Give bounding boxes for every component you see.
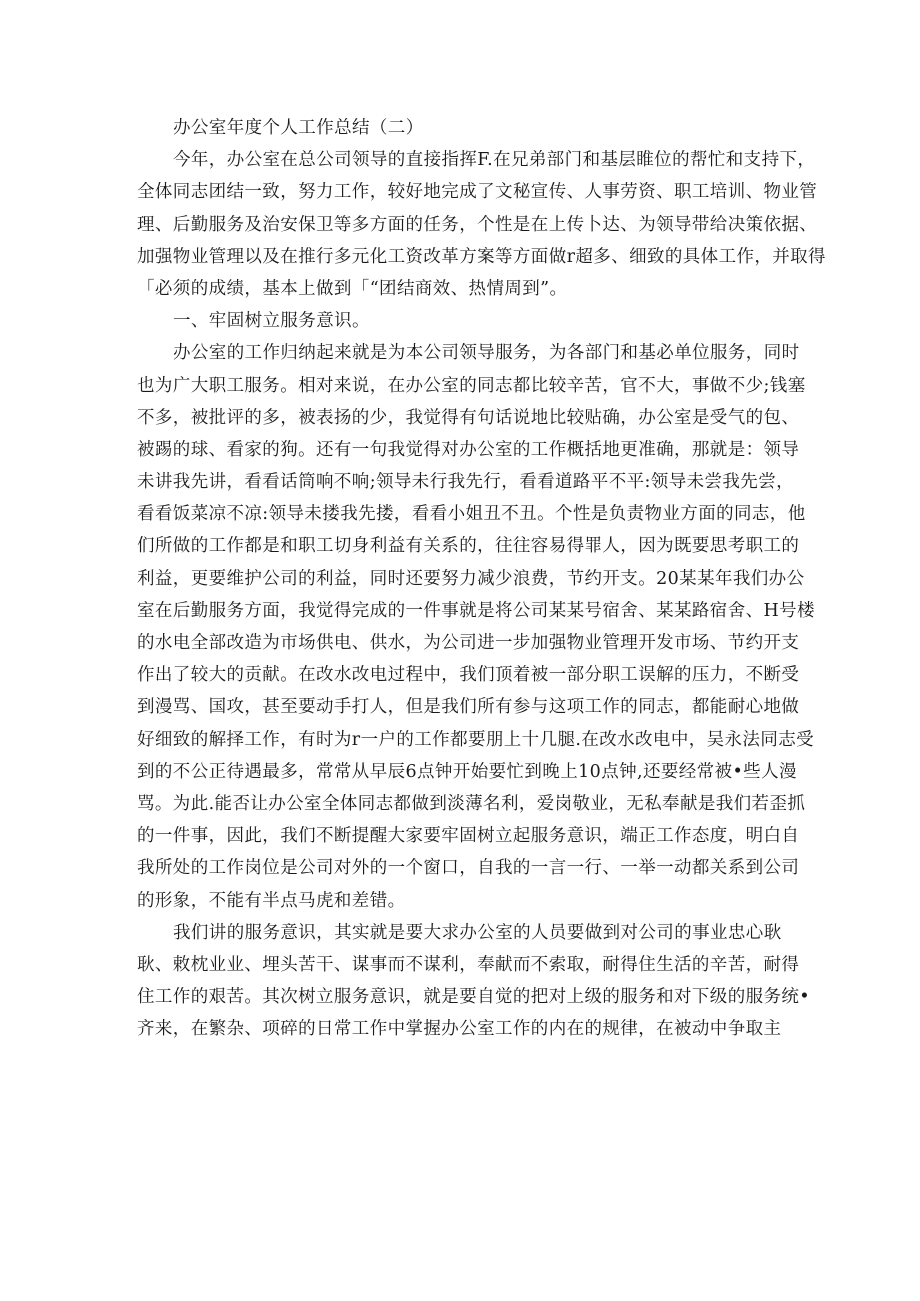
paragraph-line: 全体同志团结一致，努力工作，较好地完成了文秘宣传、人事劳资、职工培训、物业管 xyxy=(137,182,818,203)
paragraph-line: 「必须的成绩，基本上做到「“团结商效、热情周到”。 xyxy=(137,278,568,299)
paragraph xyxy=(137,305,782,337)
paragraph-line: 的一件事，因此，我们不断提醒大家要牢固树立起服务意识，端正工作态度，明白自 xyxy=(137,826,800,847)
paragraph-line: 到漫骂、国攻，甚至要动手打人，但是我们所有参与这项工作的同志，都能耐心地做 xyxy=(137,697,800,718)
paragraph xyxy=(137,337,815,916)
paragraph-line: 看看饭菜凉不凉:领导未搂我先搂，看看小姐丑不丑。个性是负责物业方面的同志，他 xyxy=(137,504,806,525)
paragraph-line: 好细致的解择工作，有时为r一户的工作都要朋上十几腿.在改水改电中，吴永法同志受 xyxy=(137,729,815,750)
paragraph-line: 室在后勤服务方面，我觉得完成的一件事就是将公司某某号宿舍、某某路宿舍、H号楼 xyxy=(137,600,815,621)
paragraph-line: 未讲我先讲，看看话筒响不响;领导未行我先行，看看道路平不平:领导未尝我先尝， xyxy=(137,472,794,493)
paragraph-line: 们所做的工作都是和职工切身利益有关系的，往往容易得罪人，因为既要思考职工的 xyxy=(137,536,800,557)
paragraph-line: 办公室的工作归纳起来就是为本公司领导服务，为各部门和基必单位服务，同时 xyxy=(173,343,800,364)
paragraph-line: 我们讲的服务意识，其实就是要大求办公室的人员要做到对公司的事业忠心耿 xyxy=(173,922,782,943)
paragraph-line: 我所处的工作岗位是公司对外的一个窗口，自我的一言一行、一举一动都关系到公司 xyxy=(137,858,800,879)
paragraph-line: 住工作的艰苦。其次树立服务意识，就是要自觉的把对上级的服务和对下级的服务统• xyxy=(137,987,811,1008)
paragraph-line: 耿、敕枕业业、埋头苦干、谋事而不谋利，奉献而不索取，耐得住生活的辛苦，耐得 xyxy=(137,954,800,975)
paragraph-line: 作出了较大的贡献。在改水改电过程中，我们顶着被一部分职工误解的压力，不断受 xyxy=(137,665,800,686)
paragraph xyxy=(137,917,811,1046)
document-body xyxy=(137,112,826,1045)
paragraph-line: 不多，被批评的多，被表扬的少，我觉得有句话说地比较贴确，办公室是受气的包、 xyxy=(137,407,800,428)
document-title: 办公室年度个人工作总结（二） xyxy=(173,118,424,138)
paragraph-line: 也为广大职工服务。相对来说，在办公室的同志都比较辛苦，官不大，事做不少;钱塞 xyxy=(137,375,806,396)
paragraph-line: 齐来，在繁杂、项碎的日常工作中掌握办公室工作的内在的规律，在被动中争取主 xyxy=(137,1019,782,1040)
paragraph-line: 被踢的球、看家的狗。还有一句我觉得对办公室的工作概括地更准确，那就是：领导 xyxy=(137,439,800,460)
paragraph-line: 一、牢固树立服务意识。 xyxy=(173,311,370,332)
paragraph-line: 的水电全部改造为市场供电、供水，为公司进一步加强物业管理开发市场、节约开支 xyxy=(137,633,800,653)
paragraph-line: 利益，更要维护公司的利益，同时还要努力减少浪费，节约开支。20某某年我们办公 xyxy=(137,568,805,589)
paragraph-line: 理、后勤服务及治安保卫等多方面的任务，个性是在上传卜达、为领导带给决策依据、 xyxy=(137,214,818,235)
paragraph-line: 到的不公正待遇最多，常常从早辰6点钟开始要忙到晚上10点钟,还要经常被•些人漫 xyxy=(137,761,797,782)
paragraph xyxy=(137,144,826,305)
paragraph-line: 今年，办公室在总公司领导的直接指挥F.在兄弟部门和基层睢位的帮忙和支持下， xyxy=(173,150,816,171)
paragraph-line: 的形象，不能有半点马虎和差错。 xyxy=(137,890,406,911)
paragraph-line: 骂。为此.能否让办公室全体同志都做到淡薄名利，爱岗敬业，无私奉献是我们若歪抓 xyxy=(137,793,806,814)
paragraph-line: 加强物业管理以及在推行多元化工资改革方案等方面做r超多、细致的具体工作，并取得 xyxy=(137,246,826,267)
